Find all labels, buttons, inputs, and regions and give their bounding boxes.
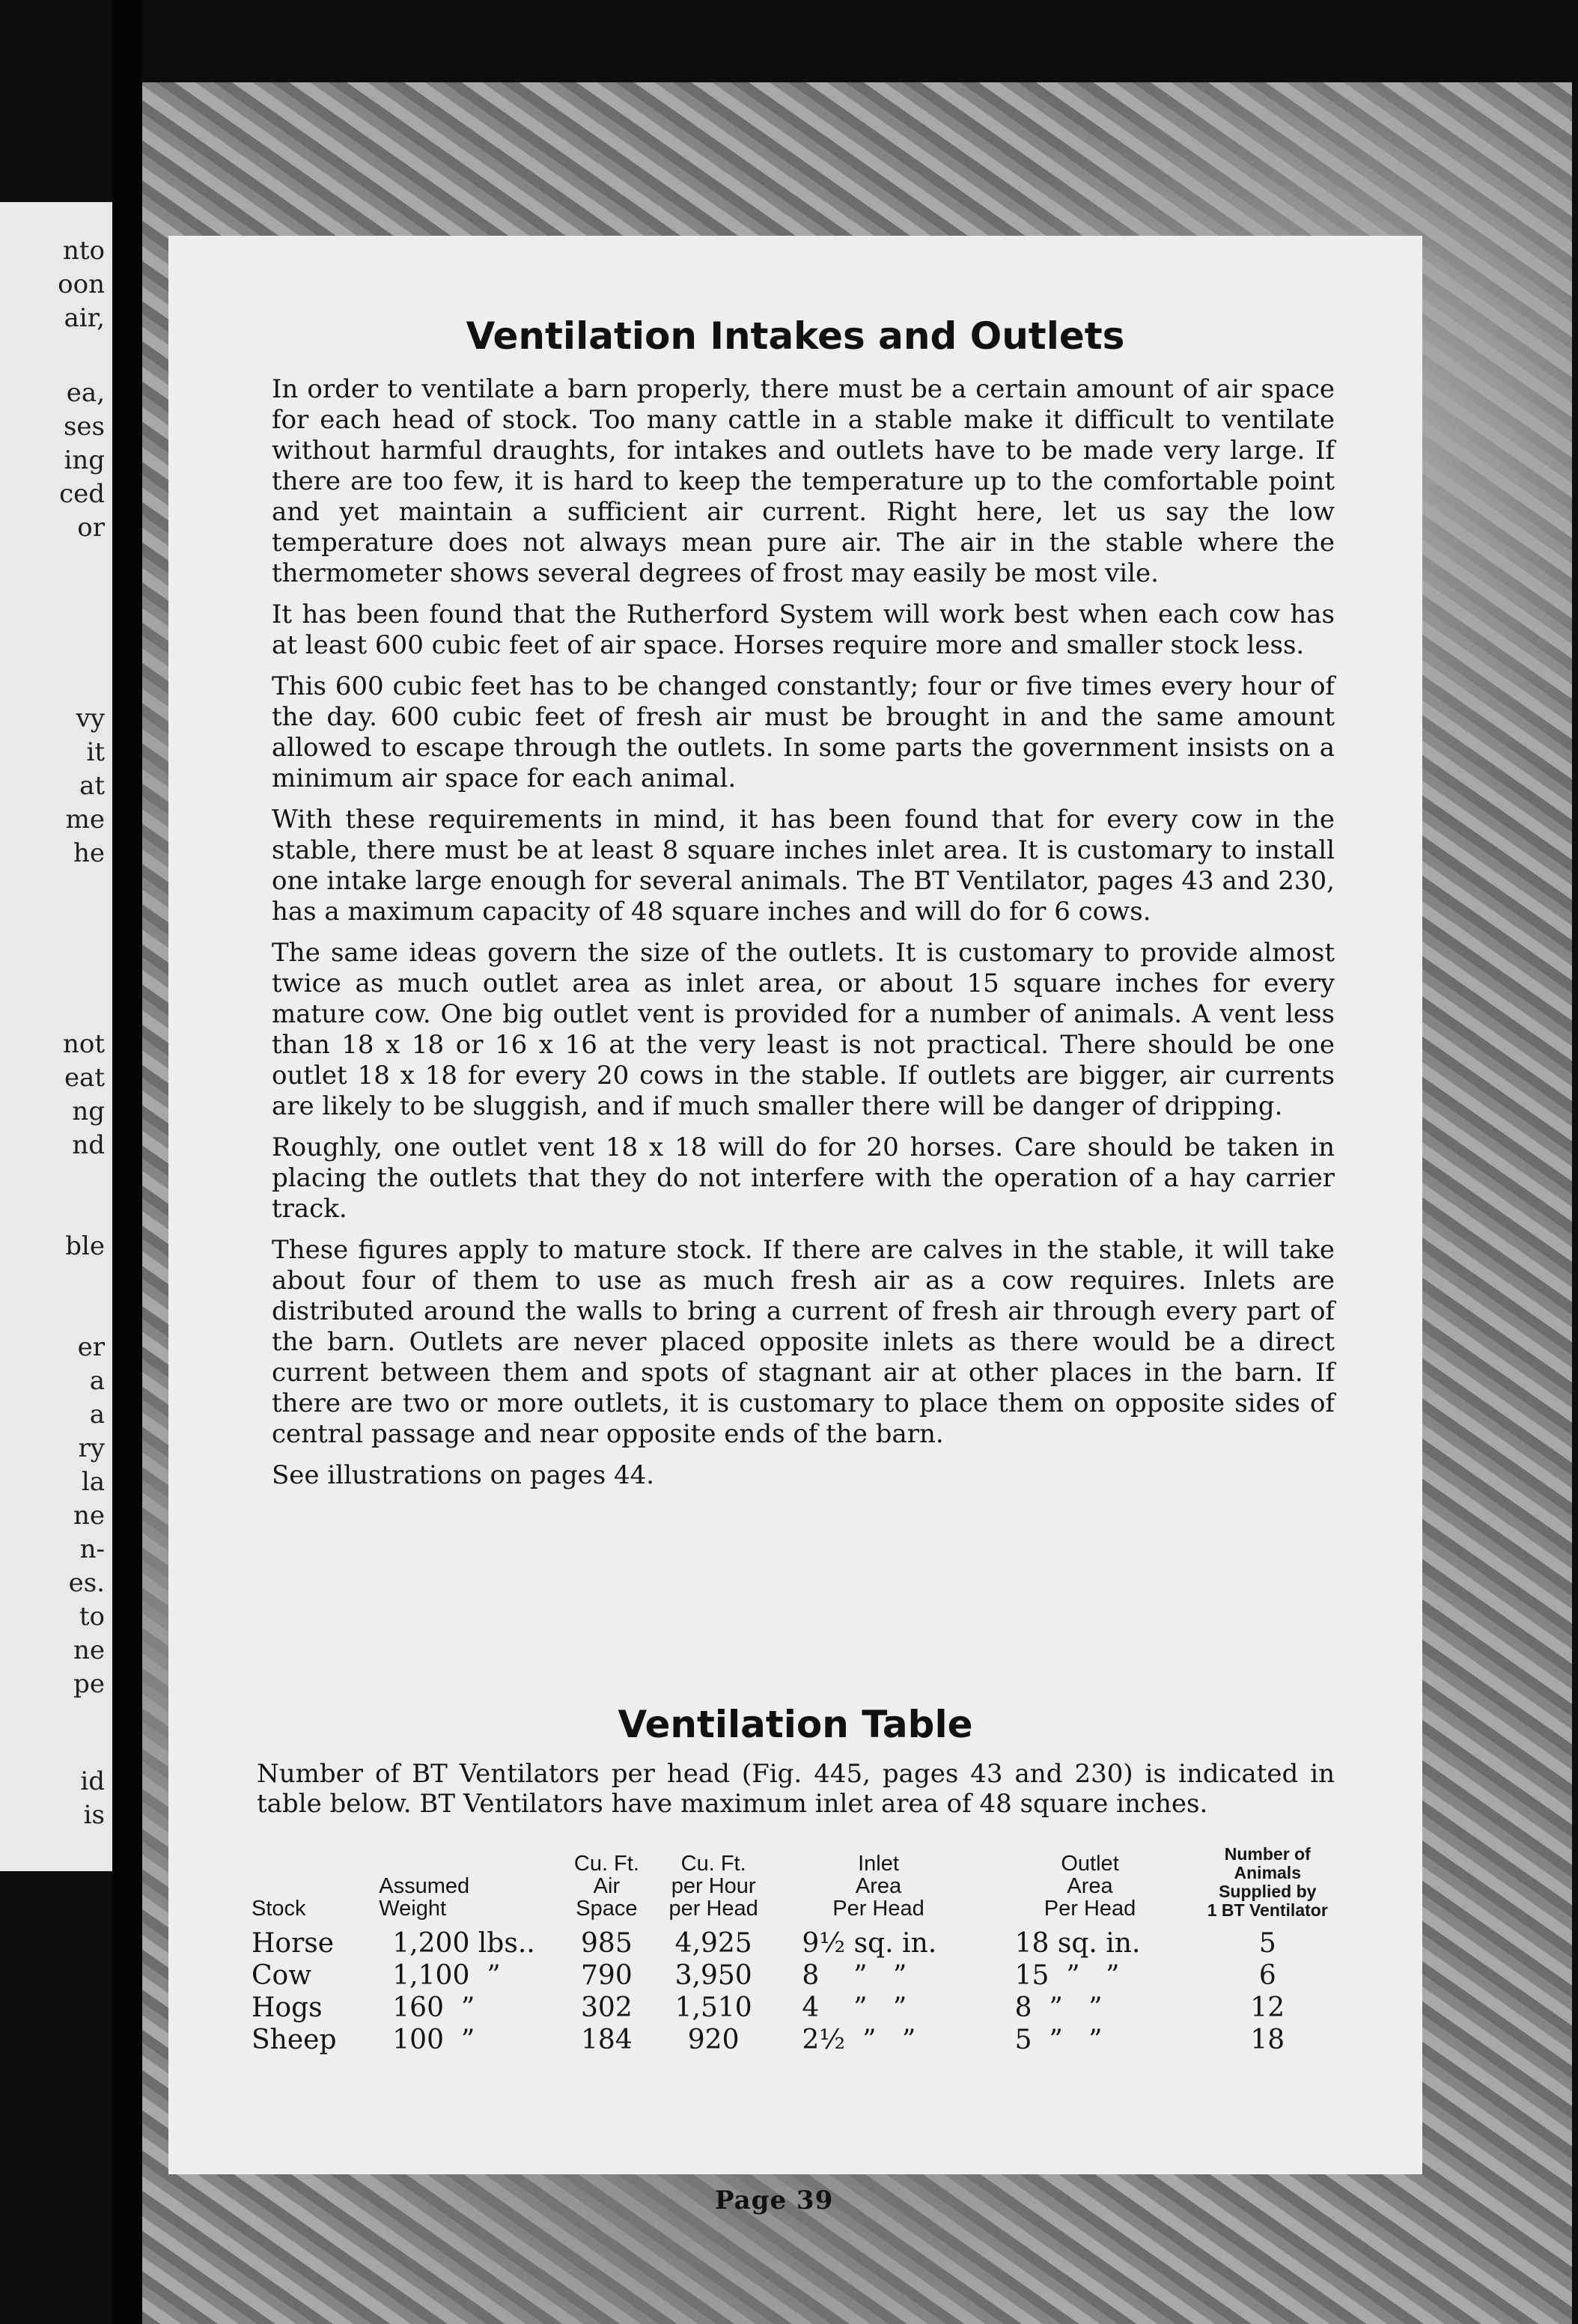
table-header-cell: Stock: [252, 1897, 306, 1921]
table-header-cell: Cu. Ft. per Hour per Head: [668, 1852, 758, 1921]
table-cell: 920: [687, 2025, 740, 2055]
left-page-fragment: a: [89, 1400, 105, 1430]
table-row: [247, 1959, 1340, 1992]
left-page-fragment: n-: [79, 1534, 105, 1564]
table-row: [247, 1927, 1340, 1959]
table-cell: 18: [1250, 2025, 1285, 2055]
table-header-cell: Number of Animals Supplied by 1 BT Ventilator: [1207, 1844, 1328, 1920]
left-page-fragment: ea,: [66, 378, 105, 408]
left-page-fragment: ble: [65, 1231, 105, 1261]
body-paragraph: The same ideas govern the size of the outlets. It is customary to provide almost twice as much outlet area as inlet area, or about 15 square inches for every mature cow. One big outlet vent is provided for a number of animals. A vent less than 18 x 18 or 16 x 16 at the very least is not practical. There should be one outlet 18 x 18 for every 20 cows in the stable. If outlets are bigger, air currents are likely to be sluggish, and if much smaller there will be danger of dripping.: [272, 938, 1335, 1121]
left-page-fragment: me: [65, 805, 105, 835]
table-cell: Cow: [252, 1960, 312, 1991]
table-cell: 184: [581, 2025, 633, 2055]
table-cell: 15 ” ”: [1014, 1960, 1120, 1991]
body-paragraph: See illustrations on pages 44.: [272, 1460, 655, 1490]
table-cell: 790: [581, 1960, 633, 1991]
table-cell: Sheep: [252, 2025, 337, 2055]
table-cell: 5 ” ”: [1014, 2025, 1103, 2055]
table-header-cell: Cu. Ft. Air Space: [573, 1852, 639, 1921]
left-page-fragment: not: [62, 1029, 105, 1059]
left-page-fragment: nd: [72, 1130, 105, 1160]
left-page-fragment: id: [80, 1766, 105, 1796]
body-paragraph: With these requirements in mind, it has been found that for every cow in the stable, there must be at least 8 square inches inlet area. It is customary to install one intake large enough for several animals. The BT Ventilator, pages 43 and 230, has a maximum capacity of 48 square inches and will do for 6 cows.: [272, 805, 1335, 927]
left-page-fragment: to: [79, 1602, 105, 1632]
left-page-fragment: vy: [76, 704, 105, 734]
table-intro: Number of BT Ventilators per head (Fig. 445, pages 43 and 230) is indicated in table below. BT Ventilators have maximum inlet area of 48 square inches.: [257, 1759, 1335, 1819]
table-cell: Horse: [252, 1928, 335, 1959]
table-body: [247, 1927, 1340, 2056]
table-cell: Hogs: [252, 1992, 323, 2023]
table-cell: 18 sq. in.: [1014, 1928, 1141, 1959]
left-page-fragment: he: [73, 838, 105, 868]
left-page-fragment: ne: [73, 1635, 105, 1665]
left-page-fragment: er: [77, 1332, 105, 1362]
table-cell: 9½ sq. in.: [802, 1928, 937, 1959]
body-paragraph: It has been found that the Rutherford System will work best when each cow has at least 600 cubic feet of air space. Horses require more and smaller stock less.: [272, 600, 1335, 660]
body-paragraph: These figures apply to mature stock. If there are calves in the stable, it will take about four of them to use as much fresh air as a cow requires. Inlets are distributed around the walls to bring a current of fresh air through every part of the barn. Outlets are never placed opposite inlets as there would be a direct current between them and spots of stagnant air at other places in the barn. If there are two or more outlets, it is customary to place them on opposite sides of central passage and near opposite ends of the barn.: [272, 1235, 1335, 1449]
table-cell: 8 ” ”: [802, 1960, 907, 1991]
page-number: Page 39: [715, 2186, 834, 2215]
table-cell: 12: [1250, 1992, 1285, 2023]
table-cell: 985: [581, 1928, 633, 1959]
table-cell: 8 ” ”: [1014, 1992, 1103, 2023]
table-cell: 6: [1258, 1960, 1276, 1991]
body-paragraph: In order to ventilate a barn properly, there must be a certain amount of air space for each head of stock. Too many cattle in a stable make it difficult to ventilate without harmful draughts, for intakes and outlets have to be made very large. If there are too few, it is hard to keep the temperature up to the comfortable point and yet maintain a sufficient air current. Right here, let us say the low temperature does not always mean pure air. The air in the stable where the thermometer shows several degrees of frost may easily be most vile.: [272, 374, 1335, 588]
table-header-cell: Assumed Weight: [379, 1874, 470, 1921]
adjacent-page-edge: [0, 202, 112, 1871]
left-page-fragment: ng: [72, 1097, 105, 1126]
left-page-fragment: it: [86, 737, 105, 767]
table-cell: 302: [581, 1992, 633, 2023]
table-row: [247, 1992, 1340, 2024]
left-page-fragment: pe: [73, 1669, 105, 1699]
left-page-fragment: or: [77, 513, 105, 543]
left-page-fragment: ing: [64, 445, 105, 475]
body-text: [272, 374, 1335, 1501]
table-cell: 1,200 lbs..: [392, 1928, 535, 1959]
table-cell: 160 ”: [392, 1992, 475, 2023]
left-page-fragment: air,: [64, 303, 105, 333]
table-cell: 100 ”: [392, 2025, 475, 2055]
left-page-fragment: ne: [73, 1501, 105, 1531]
left-page-fragment: ses: [63, 412, 105, 442]
table-cell: 3,950: [674, 1960, 752, 1991]
table-title: Ventilation Table: [618, 1703, 973, 1746]
ventilation-table: [247, 1845, 1340, 2056]
left-page-fragment: eat: [64, 1063, 105, 1093]
left-page-fragment: at: [79, 771, 105, 801]
left-page-fragment: nto: [62, 236, 105, 266]
body-paragraph: Roughly, one outlet vent 18 x 18 will do for 20 horses. Care should be taken in placing the outlets that they do not interfere with the operation of a hay carrier track.: [272, 1132, 1335, 1224]
table-cell: 2½ ” ”: [802, 2025, 916, 2055]
table-header-cell: Outlet Area Per Head: [1044, 1852, 1136, 1921]
document-page: [168, 236, 1422, 2174]
body-paragraph: This 600 cubic feet has to be changed constantly; four or five times every hour of the day. 600 cubic feet of fresh air must be brought in and the same amount allowed to escape through the outlets. In some parts the government insists on a minimum air space for each animal.: [272, 671, 1335, 793]
table-row: [247, 2024, 1340, 2056]
left-page-fragment: a: [89, 1366, 105, 1396]
book-gutter: [112, 0, 142, 2324]
left-page-fragment: ced: [59, 479, 105, 509]
table-header-row: [247, 1845, 1340, 1927]
left-page-fragment: es.: [68, 1568, 105, 1598]
left-page-fragment: ry: [78, 1433, 105, 1463]
table-cell: 5: [1258, 1928, 1276, 1959]
table-cell: 1,510: [674, 1992, 752, 2023]
table-header-cell: Inlet Area Per Head: [832, 1852, 924, 1921]
left-page-fragment: is: [83, 1800, 105, 1830]
table-cell: 4,925: [674, 1928, 752, 1959]
left-page-fragment: la: [81, 1467, 105, 1497]
left-page-fragment: oon: [58, 269, 105, 299]
table-cell: 1,100 ”: [392, 1960, 501, 1991]
page-title: Ventilation Intakes and Outlets: [466, 314, 1125, 358]
table-cell: 4 ” ”: [802, 1992, 907, 2023]
